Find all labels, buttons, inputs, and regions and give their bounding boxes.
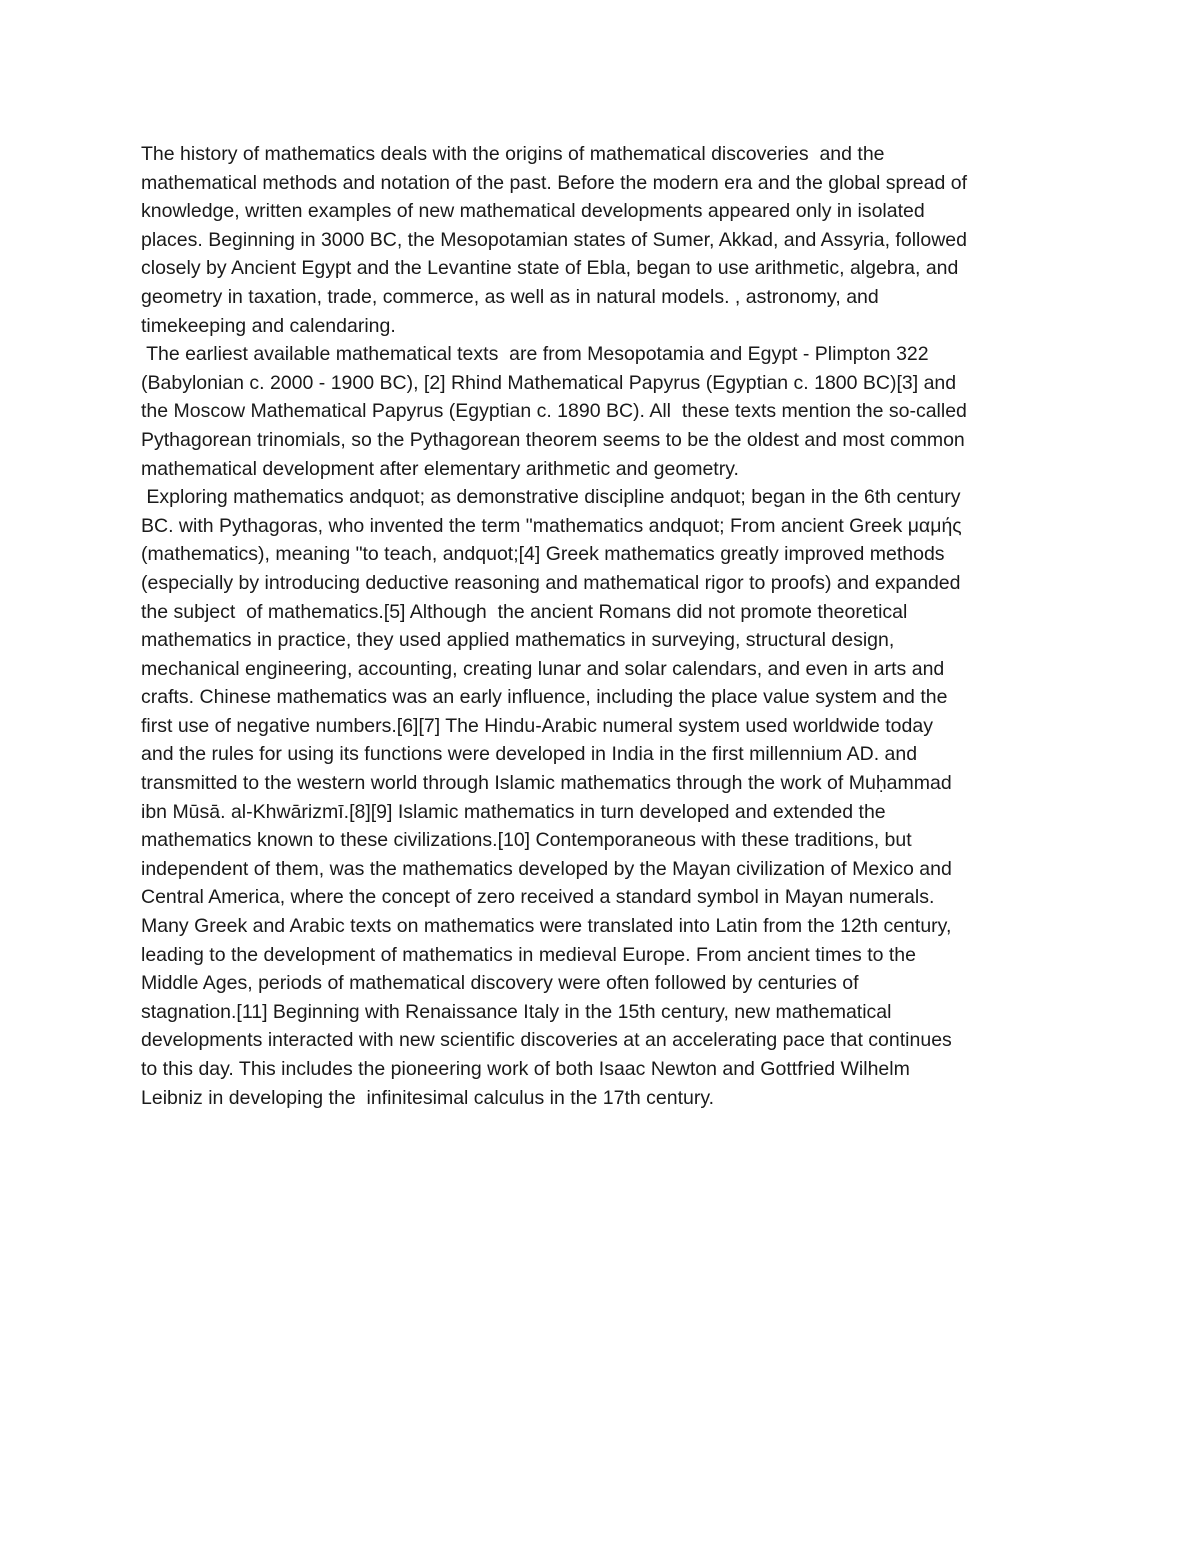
text-line: geometry in taxation, trade, commerce, as well as in natural models. , astronomy, and — [141, 285, 879, 308]
text-line: Pythagorean trinomials, so the Pythagorean theorem seems to be the oldest and most common — [141, 428, 965, 451]
text-line: closely by Ancient Egypt and the Levantine state of Ebla, began to use arithmetic, algebra, and — [141, 257, 959, 280]
text-line: Many Greek and Arabic texts on mathematics were translated into Latin from the 12th century, — [141, 915, 952, 938]
text-line: Central America, where the concept of zero received a standard symbol in Mayan numerals. — [141, 886, 935, 909]
text-line: mathematical development after elementary arithmetic and geometry. — [141, 457, 739, 480]
text-line: mathematical methods and notation of the past. Before the modern era and the global spread of — [141, 171, 968, 194]
text-line: timekeeping and calendaring. — [141, 314, 396, 337]
text-line: stagnation.[11] Beginning with Renaissance Italy in the 15th century, new mathematical — [141, 1000, 892, 1023]
text-line: The earliest available mathematical texts are from Mesopotamia and Egypt - Plimpton 322 — [141, 343, 929, 366]
text-line: mathematics in practice, they used applied mathematics in surveying, structural design, — [141, 629, 895, 652]
text-line: mechanical engineering, accounting, creating lunar and solar calendars, and even in arts and — [141, 657, 945, 680]
text-line: (especially by introducing deductive reasoning and mathematical rigor to proofs) and expanded — [141, 571, 961, 594]
text-line: Leibniz in developing the infinitesimal calculus in the 17th century. — [141, 1086, 715, 1109]
text-line: ibn Mūsā. al-Khwārizmī.[8][9] Islamic mathematics in turn developed and extended the — [141, 800, 886, 823]
text-line: leading to the development of mathematics in medieval Europe. From ancient times to the — [141, 943, 916, 966]
text-line: places. Beginning in 3000 BC, the Mesopotamian states of Sumer, Akkad, and Assyria, followed — [141, 228, 967, 251]
text-line: (Babylonian c. 2000 - 1900 BC), [2] Rhind Mathematical Papyrus (Egyptian c. 1800 BC)[3] and — [141, 371, 957, 394]
text-line: developments interacted with new scientific discoveries at an accelerating pace that continues — [141, 1029, 952, 1052]
text-line: the subject of mathematics.[5] Although the ancient Romans did not promote theoretical — [141, 600, 908, 623]
text-line: independent of them, was the mathematics developed by the Mayan civilization of Mexico and — [141, 857, 952, 880]
text-line: Middle Ages, periods of mathematical discovery were often followed by centuries of — [141, 972, 859, 995]
text-line: crafts. Chinese mathematics was an early influence, including the place value system and the — [141, 686, 948, 709]
text-line: BC. with Pythagoras, who invented the term "mathematics andquot; From ancient Greek μαμής — [141, 514, 962, 537]
body-text — [141, 140, 1071, 1112]
text-line: the Moscow Mathematical Papyrus (Egyptian c. 1890 BC). All these texts mention the so-called — [141, 400, 967, 423]
text-line: Exploring mathematics andquot; as demonstrative discipline andquot; began in the 6th century — [141, 486, 961, 509]
text-line: first use of negative numbers.[6][7] The Hindu-Arabic numeral system used worldwide today — [141, 714, 933, 737]
text-line: mathematics known to these civilizations.[10] Contemporaneous with these traditions, but — [141, 829, 912, 852]
text-line: and the rules for using its functions were developed in India in the first millennium AD. and — [141, 743, 918, 766]
text-line: (mathematics), meaning "to teach, andquot;[4] Greek mathematics greatly improved methods — [141, 543, 945, 566]
text-line: knowledge, written examples of new mathematical developments appeared only in isolated — [141, 200, 925, 223]
text-line: The history of mathematics deals with the origins of mathematical discoveries and the — [141, 143, 885, 165]
text-line: transmitted to the western world through Islamic mathematics through the work of Muḥammad — [141, 772, 952, 795]
text-line: to this day. This includes the pioneering work of both Isaac Newton and Gottfried Wilhelm — [141, 1058, 910, 1080]
